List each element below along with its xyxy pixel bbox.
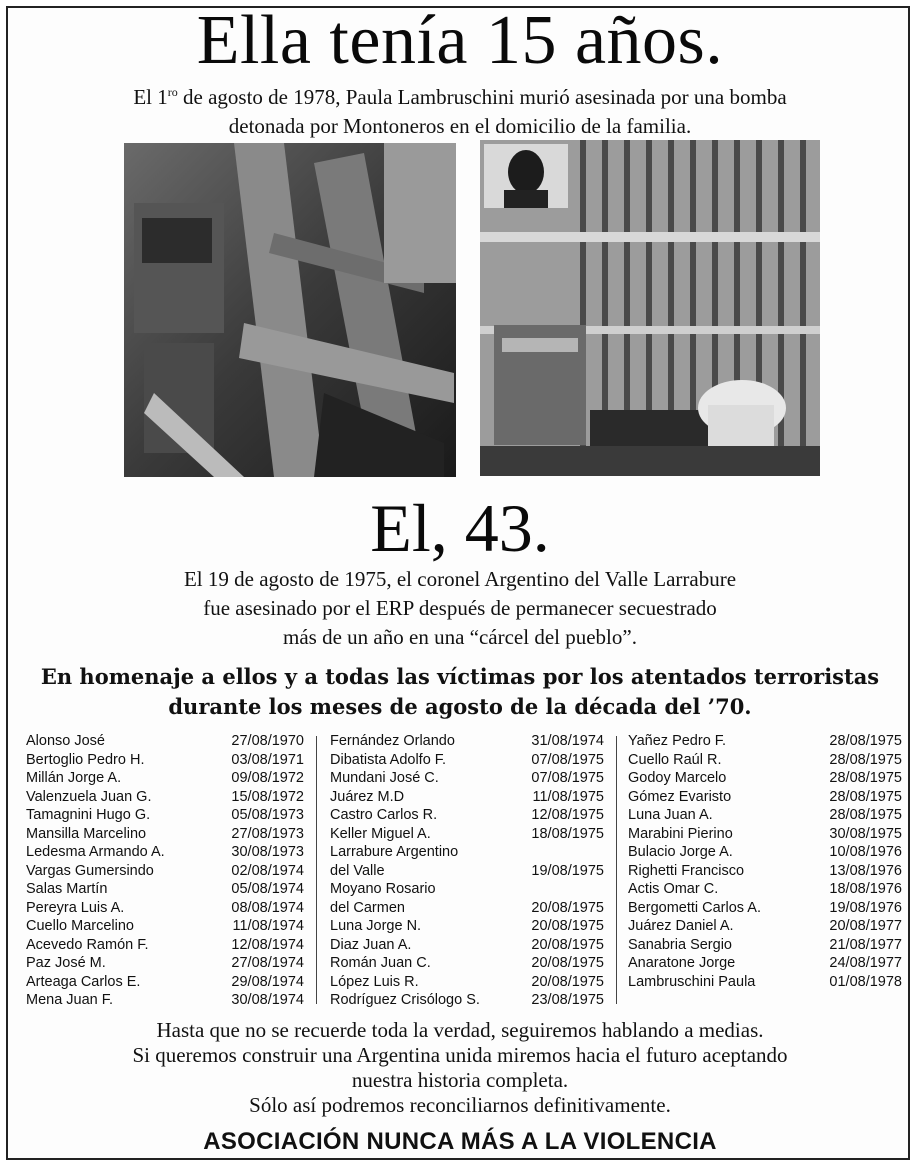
victim-name: Castro Carlos R. [330,807,438,823]
victim-row [330,825,604,844]
victim-name: Yañez Pedro F. [628,733,727,749]
victim-row [628,880,902,899]
closing-line-4: Sólo así podremos reconciliarnos definitivamente. [249,1093,671,1117]
victim-name: Millán Jorge A. [26,770,122,786]
victim-name: Righetti Francisco [628,862,745,879]
victim-date: 07/08/1975 [531,770,604,786]
victim-name: Salas Martín [26,881,108,897]
victim-row [628,954,902,973]
intro-line-1-end: de agosto de 1978, Paula Lambruschini murió asesinada por una bomba [177,85,787,109]
victim-row [26,973,304,992]
victim-name: Mundani José C. [330,770,439,786]
people-prison-photo [480,140,820,476]
victim-row [628,917,902,936]
closing-line-1: Hasta que no se recuerde toda la verdad, seguiremos hablando a medias. [156,1018,764,1042]
victim-row [26,991,304,1010]
victim-date: 28/08/1975 [829,788,902,805]
victim-date: 30/08/1975 [829,825,902,842]
victim-name: Bergometti Carlos A. [628,899,761,916]
victim-name: Diaz Juan A. [330,936,412,953]
victim-row [330,769,604,788]
tribute-line-1: En homenaje a ellos y a todas las víctimas por los atentados terroristas [40,664,880,689]
larrabure-line-2: fue asesinado por el ERP después de permanecer secuestrado [203,596,717,620]
victim-name: Godoy Marcelo [628,770,727,786]
victim-row [330,917,604,936]
victim-name: Fernández Orlando [330,733,455,749]
victim-name: Ledesma Armando A. [26,844,165,860]
victim-date: 20/08/1975 [531,936,604,953]
victim-name: Valenzuela Juan G. [26,788,152,805]
victim-name: Marabini Pierino [628,825,733,842]
headline-43: El, 43. [370,490,550,566]
larrabure-line-3: más de un año en una “cárcel del pueblo”. [283,625,637,649]
victim-date: 31/08/1974 [531,733,604,749]
victim-date: 20/08/1975 [531,955,604,971]
victim-row [26,732,304,751]
victim-name: Román Juan C. [330,955,431,971]
victim-row [26,954,304,973]
victims-list [0,732,920,1012]
victim-date: 20/08/1975 [531,918,604,934]
victim-date: 19/08/1975 [531,862,604,879]
victim-date: 20/08/1975 [531,973,604,990]
victim-row [26,880,304,899]
victim-name: Luna Jorge N. [330,918,422,934]
victim-name: López Luis R. [330,973,419,990]
victim-row [26,806,304,825]
victim-date: 20/08/1977 [829,918,902,934]
intro-superscript: ro [167,85,178,99]
victim-name: Bulacio Jorge A. [628,844,733,860]
victim-row [330,991,604,1010]
victim-date: 12/08/1975 [531,807,604,823]
victim-name: Rodríguez Crisólogo S. [330,992,480,1008]
victim-name: Tamagnini Hugo G. [26,807,151,823]
victim-name: Keller Miguel A. [330,825,431,842]
victim-name: Acevedo Ramón F. [26,936,149,953]
victim-row [628,862,902,881]
victim-row [26,751,304,770]
victim-date: 02/08/1974 [231,862,304,879]
victim-row [330,843,604,862]
victim-row [330,806,604,825]
victim-date: 05/08/1974 [231,881,304,897]
victim-date: 03/08/1971 [231,751,304,768]
victim-date: 09/08/1972 [231,770,304,786]
tribute-line-2: durante los meses de agosto de la década del ’70. [168,694,752,719]
victims-column-2 [330,732,604,1010]
victim-row [628,788,902,807]
victim-date: 27/08/1973 [231,825,304,842]
victim-date: 11/08/1975 [532,788,604,805]
victim-row [330,788,604,807]
intro-paragraph [20,78,900,141]
intro-line-1-start: El 1 [133,85,168,109]
victim-row [26,862,304,881]
victims-column-3 [628,732,902,991]
victim-name: Sanabria Sergio [628,936,732,953]
victim-name: Moyano Rosario [330,881,436,897]
larrabure-paragraph [20,565,900,652]
victim-row [26,936,304,955]
closing-line-2: Si queremos construir una Argentina unida miremos hacia el futuro aceptando [132,1043,788,1067]
victim-date: 30/08/1974 [231,992,304,1008]
victim-row [628,843,902,862]
victims-column-1 [26,732,304,1010]
victim-date: 30/08/1973 [231,844,304,860]
victim-date: 18/08/1975 [531,825,604,842]
victim-row [330,751,604,770]
closing-paragraph [20,1018,900,1118]
bombed-building-photo [124,143,456,477]
victim-date: 19/08/1976 [829,899,902,916]
victim-date: 12/08/1974 [231,936,304,953]
victim-date: 05/08/1973 [231,807,304,823]
victim-name: Vargas Gumersindo [26,862,154,879]
victim-date: 27/08/1974 [231,955,304,971]
victim-date: 15/08/1972 [231,788,304,805]
victim-row [628,769,902,788]
victim-date: 27/08/1970 [231,733,304,749]
victim-name: Paz José M. [26,955,106,971]
victim-date: 13/08/1976 [829,862,902,879]
victim-name: Juárez Daniel A. [628,918,734,934]
headline-15-years: Ella tenía 15 años. [196,2,724,79]
column-divider [616,736,617,1004]
victim-row [330,954,604,973]
closing-line-3: nuestra historia completa. [351,1068,569,1092]
victim-name: Alonso José [26,733,105,749]
victim-row [628,751,902,770]
victim-row [330,880,604,899]
larrabure-line-1: El 19 de agosto de 1975, el coronel Argentino del Valle Larrabure [183,567,737,591]
victim-name: Larrabure Argentino [330,844,459,860]
victim-row [330,732,604,751]
victim-name: Cuello Raúl R. [628,751,722,768]
victim-date: 01/08/1978 [829,973,902,990]
victim-date: 10/08/1976 [829,844,902,860]
victim-date: 21/08/1977 [829,936,902,953]
victim-row [26,788,304,807]
victim-row [330,936,604,955]
victim-name: Juárez M.D [330,788,405,805]
victim-name: del Valle [330,862,385,879]
victim-name: Arteaga Carlos E. [26,973,141,990]
victim-date: 08/08/1974 [231,899,304,916]
victim-date: 24/08/1977 [829,955,902,971]
victim-row [628,806,902,825]
victim-row [26,917,304,936]
victim-name: Actis Omar C. [628,881,719,897]
victim-row [26,843,304,862]
victim-date: 07/08/1975 [531,751,604,768]
victim-name: Dibatista Adolfo F. [330,751,447,768]
victim-name: Mansilla Marcelino [26,825,147,842]
intro-line-1 [20,78,900,112]
victim-name: del Carmen [330,899,405,916]
victim-date: 28/08/1975 [829,807,902,823]
victim-row [628,936,902,955]
victim-date: 28/08/1975 [829,770,902,786]
victim-name: Lambruschini Paula [628,973,756,990]
victim-row [628,899,902,918]
victim-row [330,973,604,992]
victim-name: Mena Juan F. [26,992,114,1008]
victim-row [26,825,304,844]
victim-row [628,825,902,844]
tribute-heading [20,662,900,722]
victim-row [628,973,902,992]
victim-date: 23/08/1975 [531,992,604,1008]
victim-row [330,899,604,918]
victim-date: 18/08/1976 [829,881,902,897]
victim-name: Pereyra Luis A. [26,899,125,916]
victim-date: 20/08/1975 [531,899,604,916]
column-divider [316,736,317,1004]
victim-row [26,899,304,918]
victim-date: 28/08/1975 [829,751,902,768]
intro-line-2: detonada por Montoneros en el domicilio de la familia. [228,114,692,138]
organization-signature: ASOCIACIÓN NUNCA MÁS A LA VIOLENCIA [203,1128,717,1155]
victim-name: Cuello Marcelino [26,918,134,934]
victim-date: 11/08/1974 [232,918,304,934]
victim-name: Anaratone Jorge [628,955,736,971]
victim-date: 29/08/1974 [231,973,304,990]
victim-row [330,862,604,881]
victim-name: Luna Juan A. [628,807,713,823]
victim-date: 28/08/1975 [829,733,902,749]
victim-name: Gómez Evaristo [628,788,732,805]
victim-row [628,732,902,751]
victim-name: Bertoglio Pedro H. [26,751,145,768]
victim-row [26,769,304,788]
